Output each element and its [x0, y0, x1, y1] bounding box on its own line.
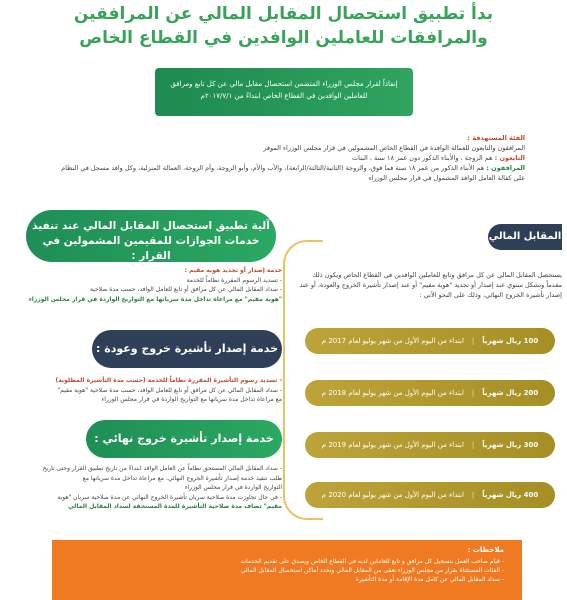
service-iqama-line: - سداد المقابل المالي عن كل مرافق أو تابع للعامل الوافد، حسب مدة صلاحية [89, 286, 282, 293]
notes-heading: ملاحظات : [467, 546, 504, 554]
title-line-1: بدأ تطبيق استحصال المقابل المالي عن المرافقين [73, 4, 494, 24]
service-final-exit-line: طلب تنفيذ خدمة إصدار تأشيرة الخروج النهائي، مع مراعاة تداخل مدة سريانها مع [82, 474, 282, 482]
service-final-exit-line: مقيم" تضاف مدة صلاحية التأشيرة للمدة المستحقة لسداد المقابل المالي [68, 503, 282, 510]
fee-heading: المقابل المالي : [488, 224, 562, 250]
service-iqama-line: - تسديد الرسوم المقررة نظاماً للخدمة [186, 276, 282, 284]
service-final-exit-line: - سداد المقابل المالي المستحق نظاماً عن العامل الوافد ابتداءً من تاريخ تطبيق القرار وحتى تاريخ [42, 465, 282, 472]
final-exit-heading: خدمة إصدار تأشيرة خروج نهائي : [86, 420, 282, 458]
title-line-2: والمرافقات للعاملين الوافدين في القطاع الخاص [79, 28, 488, 48]
service-exit-reentry-line: مع مراعاة تداخل مدة سريانها مع التواريخ الواردة في قرار مجلس الوزراء [101, 396, 282, 403]
fee-period: ابتداء من اليوم الأول من شهر يوليو لعام 2017 م [321, 337, 464, 345]
exit-reentry-heading: خدمة إصدار تأشيرة خروج وعودة : [92, 330, 282, 368]
fee-separator: | [471, 441, 475, 449]
fee-separator: | [471, 491, 475, 499]
fee-period: ابتداء من اليوم الأول من شهر يوليو لعام 2020 م [321, 491, 464, 499]
fee-row-2019 [305, 432, 555, 458]
fee-description: يستحصل المقابل المالي عن كل مرافق وتابع للعاملين الوافدين في القطاع الخاص ويكون ذلك مقدماً وبشكل سنوي عند إصدار أو تجديد "هوية مقيم" أو عند إصدار تأشيرة الخروج والعودة، أو عند إصدار تأشيرة الخروج النهائي، وذلك على النحو الآتي : [299, 271, 562, 299]
mechanism-heading: آلية تطبيق استحصال المقابل المالي عند تنفيذ خدمات الجوازات للمقيمين المشمولين في القرار : [26, 210, 276, 262]
fee-row-2018 [305, 380, 555, 406]
page-title [0, 2, 567, 50]
fee-amount: 400 ريال شهرياً [482, 491, 539, 499]
service-iqama-line: "هوية مقيم" مع مراعاة تداخل مدة سريانها مع التواريخ الواردة في قرار مجلس الوزراء [28, 295, 282, 303]
fee-separator: | [471, 389, 475, 397]
info-section [55, 133, 525, 183]
notes-line: - الفئات المستثناة بقرار من مجلس الوزراء تعفى من المقابل المالي وتحدد أماكن استحصال المقابل المالي [240, 567, 504, 574]
target-text: المرافقون والتابعون للعمالة الوافدة في القطاع الخاص المشمولين في قرار مجلس الوزراء الموقر [263, 144, 525, 152]
dependents-label: التابعون : [494, 154, 525, 162]
service-final-exit-line: - في حال تجاوزت مدة صلاحية سريان تأشيرة الخروج النهائي عن مدة صلاحية سريان "هوية [57, 493, 282, 501]
fee-separator: | [471, 337, 475, 345]
fee-row-2017 [305, 328, 555, 354]
intro-banner: إنفاذاً لقرار مجلس الوزراء المتضمن استحصال مقابل مالي عن كل تابع ومرافق للعاملين الوافدين في القطاع الخاص ابتداءً من ٢٠١٧/٧/١م [155, 68, 413, 116]
fee-period: ابتداء من اليوم الأول من شهر يوليو لعام 2019 م [321, 441, 464, 449]
fee-amount: 100 ريال شهرياً [482, 337, 539, 345]
service-final-exit-line: التواريخ الواردة في قرار مجلس الوزراء [184, 484, 282, 491]
notes-line: - سداد المقابل المالي عن كامل مدة الإقامة أو مدة التأشيرة [355, 576, 504, 583]
service-iqama-title: خدمة إصدار أو تجديد هوية مقيم : [184, 267, 282, 274]
fee-row-2020 [305, 482, 555, 508]
service-iqama-block [20, 266, 282, 304]
service-exit-reentry-block [20, 376, 282, 405]
companions-label: المرافقون : [486, 164, 525, 172]
notes-line: - قيام صاحب العمل بتسجيل كل مرافق و تابع للعاملين لديه في القطاع الخاص ويصدق على تقديم الخدمات [240, 558, 504, 565]
fee-amount: 300 ريال شهرياً [482, 441, 539, 449]
fee-amount: 200 ريال شهرياً [482, 389, 539, 397]
service-exit-reentry-line: - تسديد رسوم التأشيرة المقررة نظاماً للخدمة (حسب مدة التأشيرة المطلوبة) [55, 377, 282, 384]
dependents-text: هم الزوجة ، والأبناء الذكور دون عمر ١٨ سنة ، البنات [351, 154, 493, 162]
companions-text: هم الأبناء الذكور من عمر ١٨ سنة فما فوق، والزوجة (الثانية/الثالثة/الرابعة)، والأب والأم، وأبو الزوجة، وأم الزوجة، العمالة المنزلية، وكل وافد مسجل في النظام على كفالة العامل الوافد المشمول في قرار مجلس الوزراء [61, 164, 525, 182]
fee-period: ابتداء من اليوم الأول من شهر يوليو لعام 2018 م [321, 389, 464, 397]
service-exit-reentry-line: - سداد المقابل المالي عن كل مرافق أو تابع للعامل الوافد، حسب مدة صلاحية "هوية مقيم" [57, 386, 282, 394]
service-final-exit-block [20, 464, 282, 512]
target-label: الفئة المستهدفة : [467, 134, 525, 142]
notes-box [52, 540, 522, 600]
